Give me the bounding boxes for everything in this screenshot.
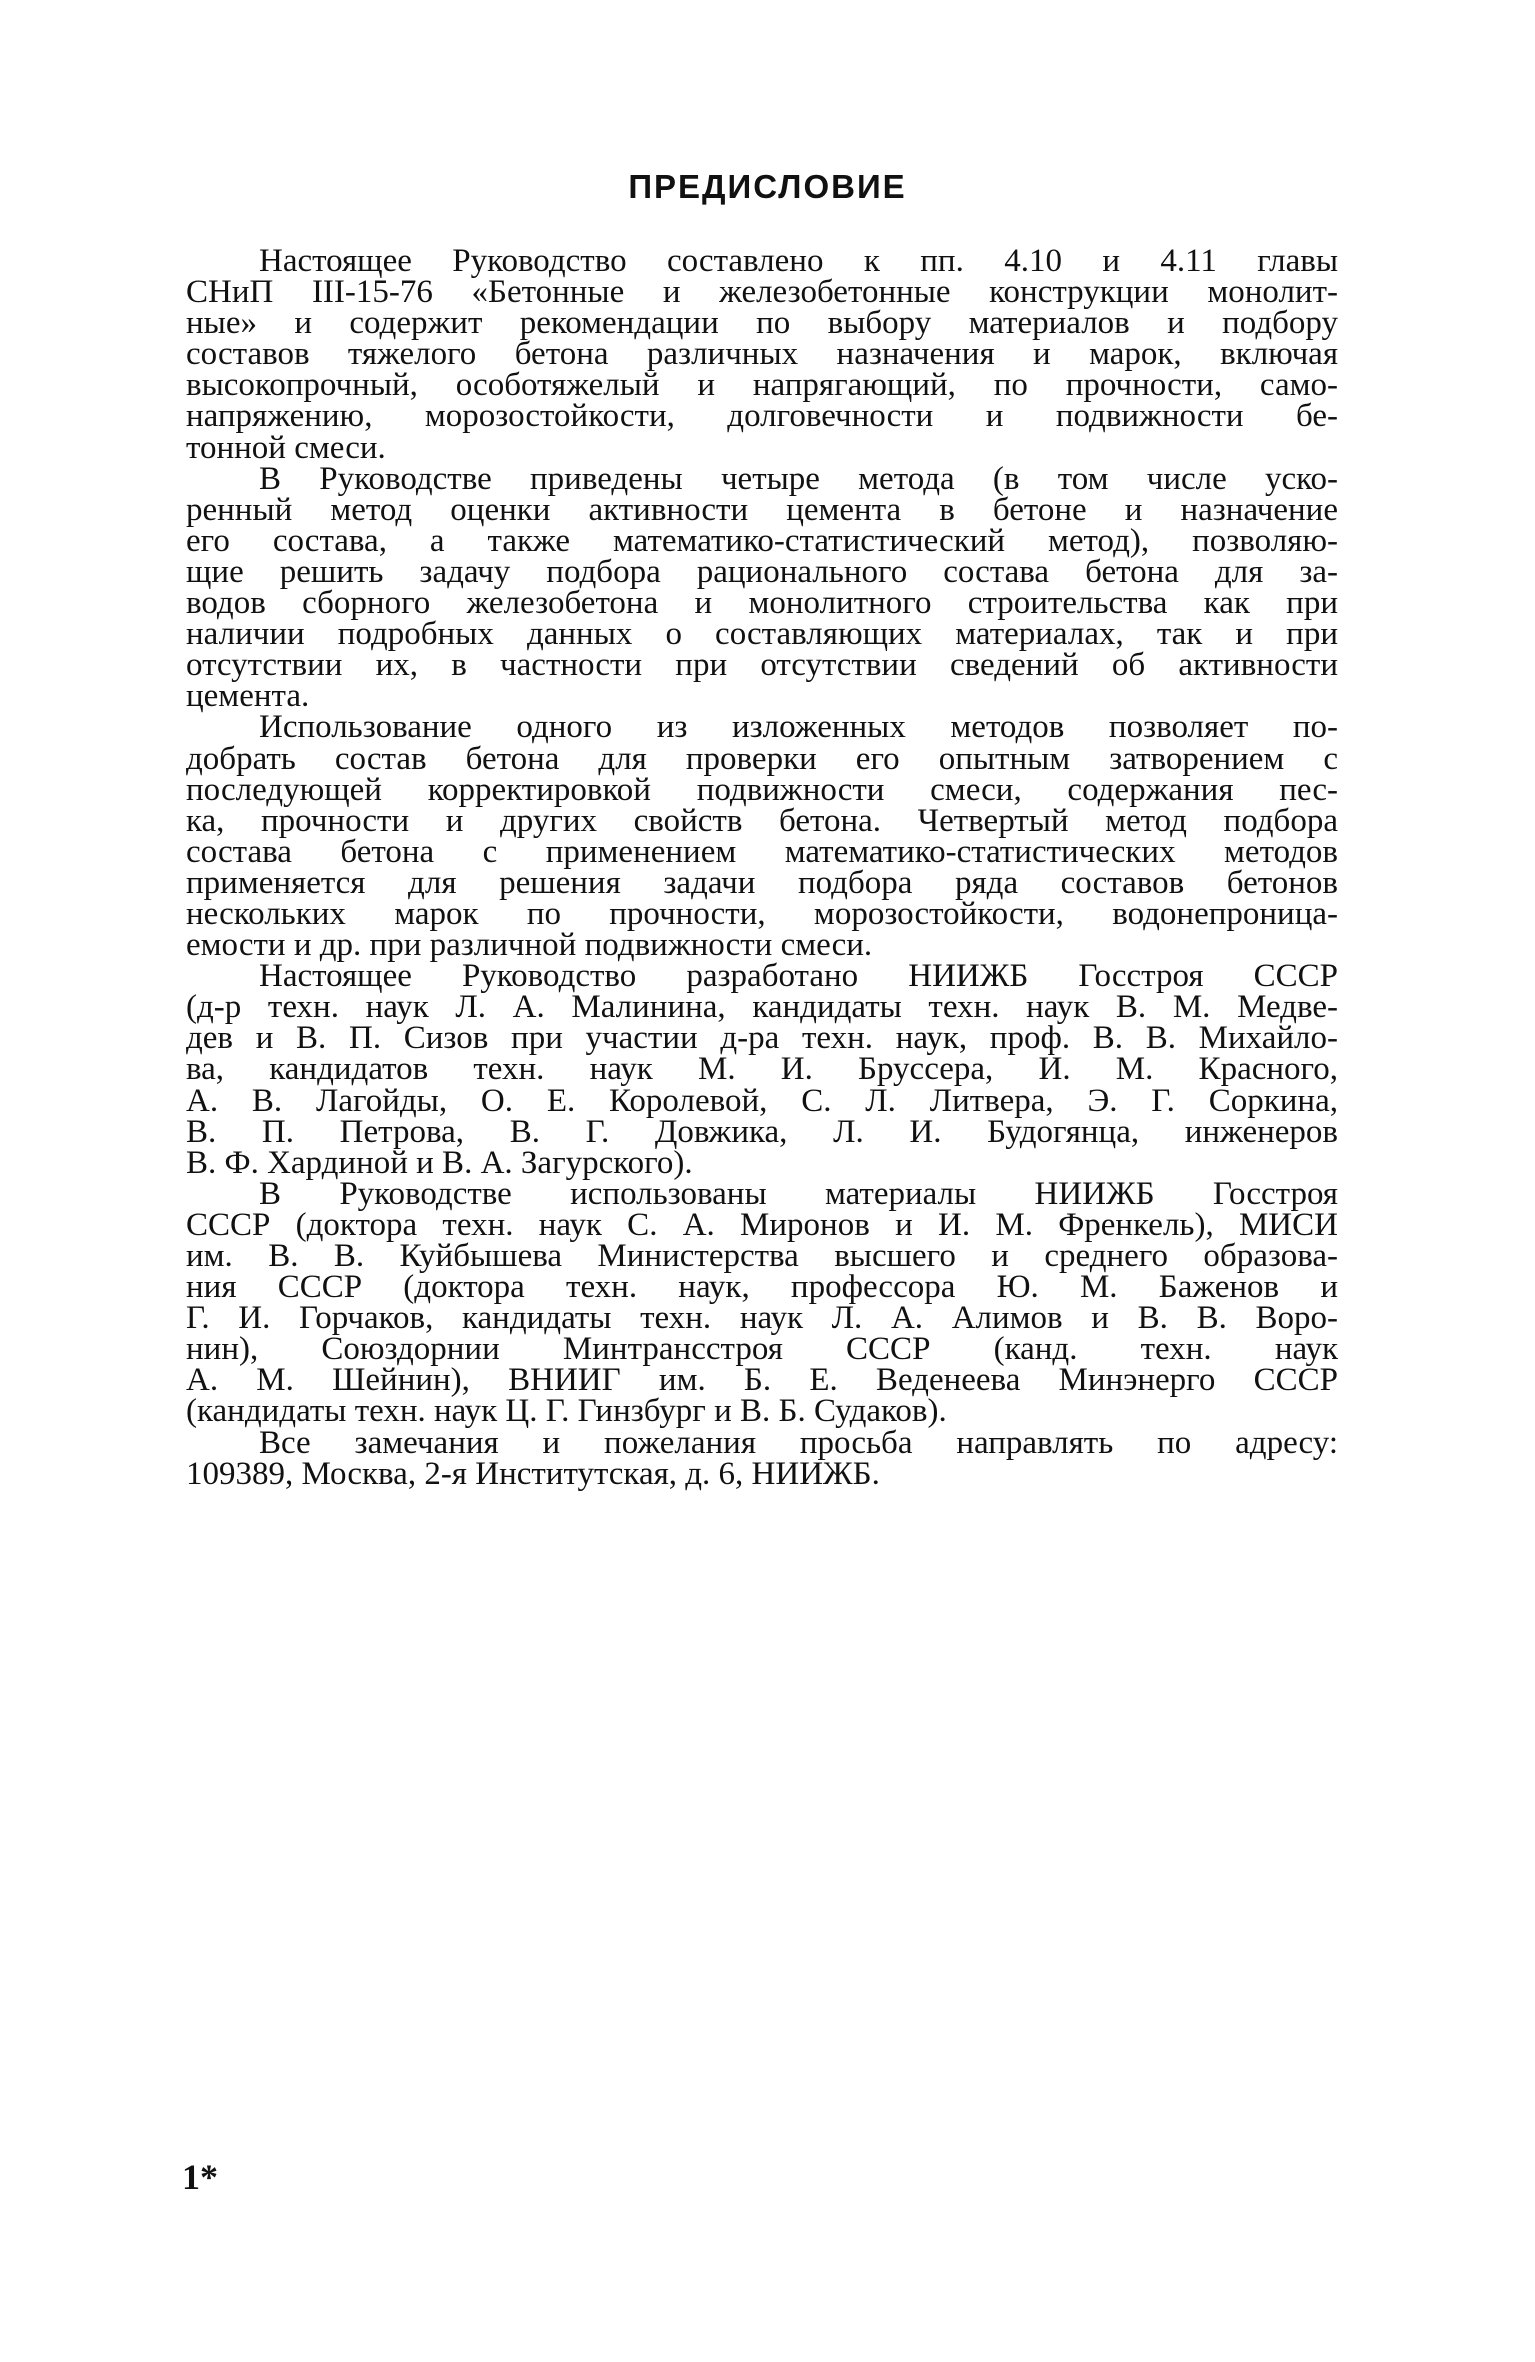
text-line: составов тяжелого бетона различных назначения и марок, включая — [186, 336, 1338, 373]
text-line: применяется для решения задачи подбора ряда составов бетонов — [186, 864, 1338, 901]
text-line: высокопрочный, особотяжелый и напрягающий, по прочности, само- — [186, 367, 1338, 404]
text-line: состава бетона с применением математико-статистических методов — [186, 833, 1338, 870]
text-line: СССР (доктора техн. наук С. А. Миронов и И. М. Френкель), МИСИ — [186, 1206, 1338, 1243]
paragraph — [186, 958, 1338, 1181]
text-line: отсутствии их, в частности при отсутствии сведений об активности — [186, 647, 1338, 684]
text-line: (д-р техн. наук Л. А. Малинина, кандидаты техн. наук В. М. Медве- — [186, 989, 1338, 1026]
text-line: Использование одного из изложенных методов позволяет по- — [259, 709, 1338, 746]
text-line: СНиП III-15-76 «Бетонные и железобетонные конструкции монолит- — [186, 274, 1338, 311]
text-line: щие решить задачу подбора рационального состава бетона для за- — [186, 553, 1338, 590]
text-line: В. П. Петрова, В. Г. Довжика, Л. И. Будогянца, инженеров — [186, 1113, 1338, 1150]
preface-body — [186, 243, 1338, 1492]
text-line: А. М. Шейнин), ВНИИГ им. Б. Е. Веденеева Минэнерго СССР — [186, 1362, 1338, 1399]
text-line: тонной смеси. — [186, 429, 386, 466]
text-line: ные» и содержит рекомендации по выбору материалов и подбору — [186, 305, 1338, 342]
paragraph — [186, 243, 1338, 466]
paragraph — [186, 709, 1338, 964]
page-title: ПРЕДИСЛОВИЕ — [628, 168, 907, 205]
text-line: нескольких марок по прочности, морозостойкости, водонепроница- — [186, 895, 1338, 932]
text-line: цемента. — [186, 678, 310, 715]
text-line: В. Ф. Хардиной и В. А. Загурского). — [186, 1144, 693, 1181]
text-line: нин), Союздорнии Минтрансстроя СССР (канд. техн. наук — [186, 1331, 1338, 1368]
paragraph — [186, 460, 1338, 715]
text-line: Настоящее Руководство составлено к пп. 4.10 и 4.11 главы — [259, 243, 1338, 279]
text-line: В Руководстве использованы материалы НИИЖБ Госстроя — [259, 1175, 1338, 1212]
text-line: добрать состав бетона для проверки его опытным затворением с — [186, 740, 1338, 777]
page-signature-mark: 1* — [182, 2157, 218, 2197]
text-line: емости и др. при различной подвижности смеси. — [186, 927, 873, 964]
text-line: В Руководстве приведены четыре метода (в том числе уско- — [259, 460, 1338, 497]
text-line: Все замечания и пожелания просьба направлять по адресу: — [259, 1424, 1338, 1461]
text-line: дев и В. П. Сизов при участии д-ра техн. наук, проф. В. В. Михайло- — [186, 1020, 1338, 1057]
text-line: Г. И. Горчаков, кандидаты техн. наук Л. А. Алимов и В. В. Воро- — [186, 1300, 1338, 1337]
paragraph — [186, 1424, 1338, 1492]
text-line: А. В. Лагойды, О. Е. Королевой, С. Л. Литвера, Э. Г. Соркина, — [186, 1082, 1338, 1119]
text-line: им. В. В. Куйбышева Министерства высшего и среднего образова- — [186, 1238, 1338, 1274]
text-line: 109389, Москва, 2-я Институтская, д. 6, НИИЖБ. — [186, 1455, 880, 1492]
text-line: ка, прочности и других свойств бетона. Четвертый метод подбора — [186, 802, 1338, 839]
paragraph — [186, 1175, 1338, 1430]
text-line: напряжению, морозостойкости, долговечности и подвижности бе- — [186, 398, 1338, 435]
text-line: его состава, а также математико-статистический метод), позволяю- — [186, 522, 1338, 559]
text-line: Настоящее Руководство разработано НИИЖБ Госстроя СССР — [259, 958, 1338, 995]
text-line: ния СССР (доктора техн. наук, профессора Ю. М. Баженов и — [186, 1269, 1338, 1306]
text-line: (кандидаты техн. наук Ц. Г. Гинзбург и В. Б. Судаков). — [186, 1393, 947, 1430]
text-line: ренный метод оценки активности цемента в бетоне и назначение — [186, 491, 1338, 528]
text-line: водов сборного железобетона и монолитного строительства как при — [186, 585, 1338, 622]
text-line: последующей корректировкой подвижности смеси, содержания пес- — [186, 771, 1338, 808]
text-line: наличии подробных данных о составляющих материалах, так и при — [186, 616, 1338, 653]
text-line: ва, кандидатов техн. наук М. И. Бруссера, И. М. Красного, — [186, 1051, 1338, 1088]
